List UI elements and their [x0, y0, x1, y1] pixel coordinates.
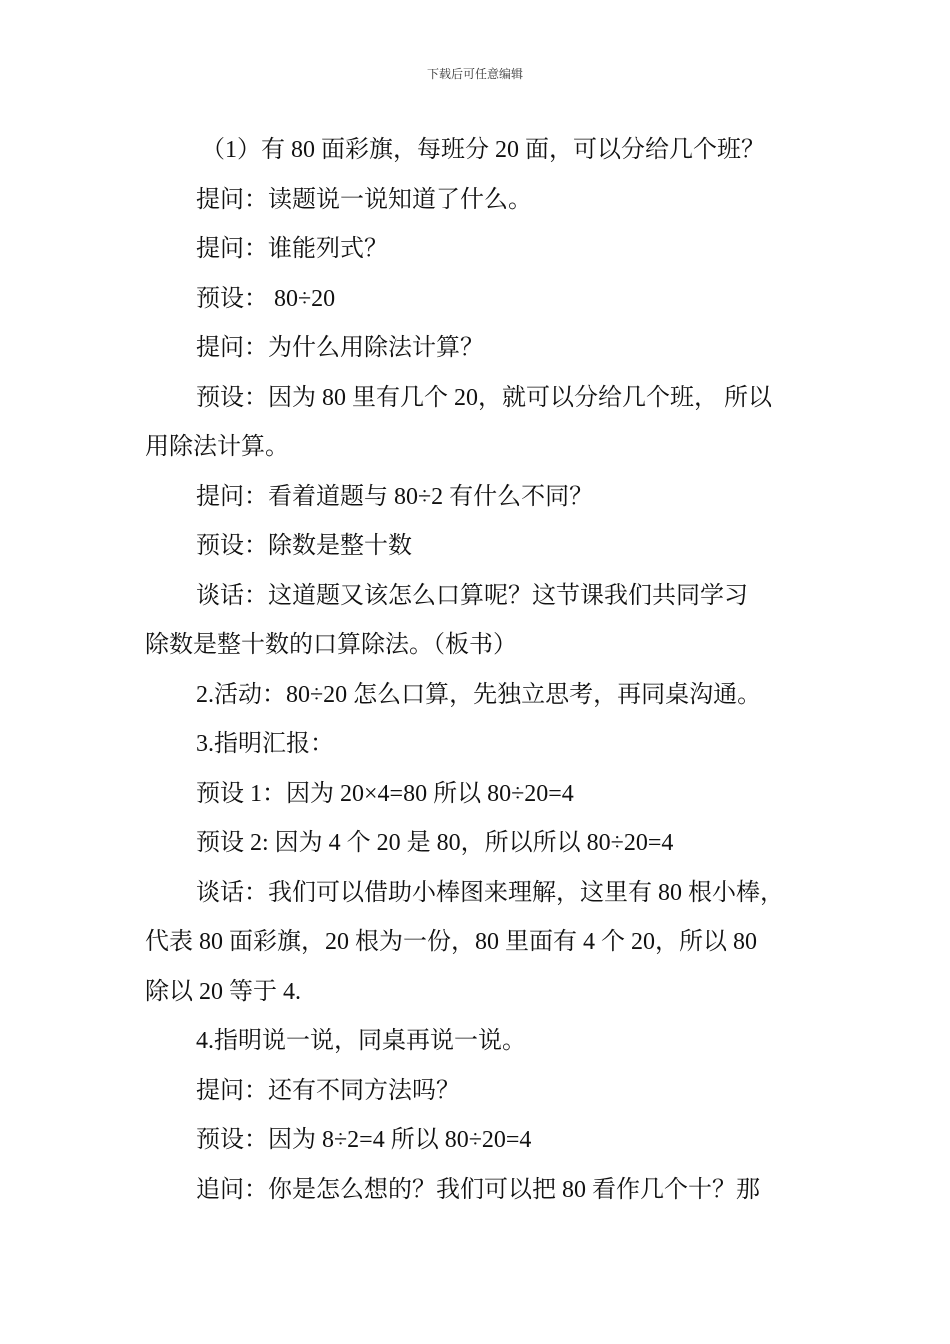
paragraph-line: 提问：看着道题与 80÷2 有什么不同？: [196, 483, 594, 510]
paragraph-line: 预设 2: 因为 4 个 20 是 80，所以所以 80÷20=4: [196, 830, 674, 856]
paragraph-line: 2.活动：80÷20 怎么口算，先独立思考，再同桌沟通。: [196, 681, 762, 708]
paragraph-line: 4.指明说一说，同桌再说一说。: [196, 1028, 526, 1054]
paragraph-line: 追问：你是怎么想的？我们可以把 80 看作几个十？那: [196, 1176, 760, 1203]
paragraph-line: 预设：因为 80 里有几个 20，就可以分给几个班， 所以: [196, 384, 772, 411]
page-header-note: 下载后可任意编辑: [426, 67, 523, 81]
document-body: [145, 126, 825, 1215]
paragraph-line: 预设：因为 8÷2=4 所以 80÷20=4: [196, 1127, 532, 1153]
paragraph-line: 谈话：我们可以借助小棒图来理解，这里有 80 根小棒，: [196, 879, 784, 906]
paragraph-line: 除数是整十数的口算除法。（板书）: [145, 632, 517, 658]
paragraph-line: 预设：除数是整十数: [196, 533, 412, 559]
paragraph-line: 除以 20 等于 4.: [145, 978, 301, 1005]
paragraph-line: 提问：读题说一说知道了什么。: [196, 186, 532, 213]
paragraph-line: 提问：谁能列式？: [196, 236, 388, 262]
paragraph-line: 预设： 80÷20: [196, 285, 336, 312]
paragraph-line: 用除法计算。: [145, 434, 289, 460]
paragraph-line: 提问：为什么用除法计算？: [196, 335, 484, 361]
paragraph-line: 代表 80 面彩旗，20 根为一份，80 里面有 4 个 20，所以 80: [145, 929, 757, 955]
paragraph-line: （1）有 80 面彩旗，每班分 20 面，可以分给几个班？: [201, 137, 765, 163]
paragraph-line: 谈话：这道题又该怎么口算呢？这节课我们共同学习: [196, 582, 748, 609]
paragraph-line: 提问：还有不同方法吗？: [196, 1077, 460, 1104]
paragraph-line: 3.指明汇报：: [196, 731, 334, 757]
paragraph-line: 预设 1：因为 20×4=80 所以 80÷20=4: [196, 780, 574, 807]
